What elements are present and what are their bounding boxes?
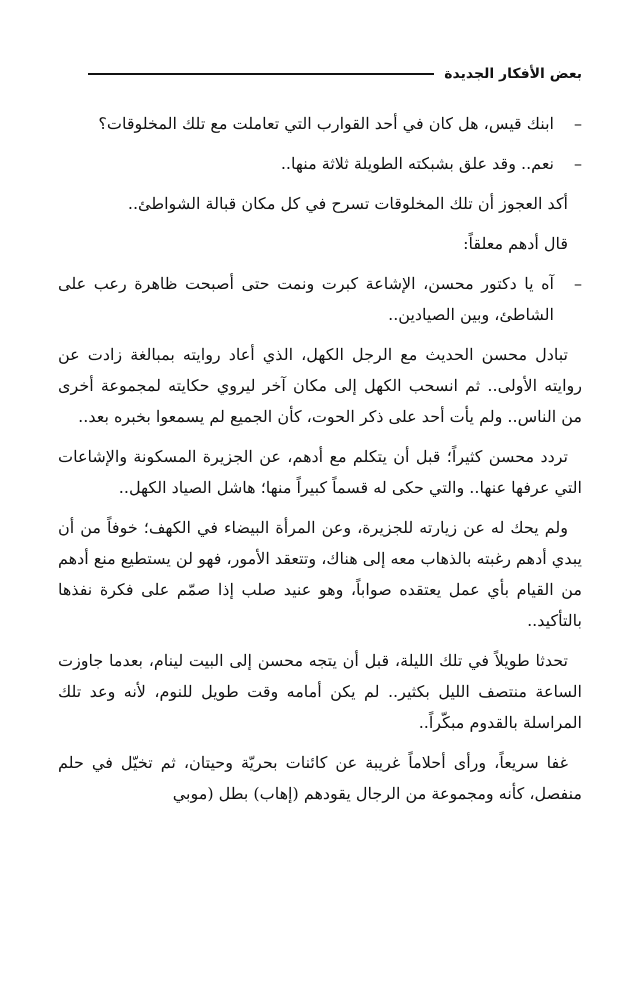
dialogue-line [58,148,582,179]
running-header [88,62,582,86]
paragraph: تبادل محسن الحديث مع الرجل الكهل، الذي أعاد روايته بمبالغة زادت عن روايته الأولى.. ثم انسحب الكهل إلى مكان آخر ليروي حكايته لمجموعة أخرى من الناس.. ولم يأت أحد على ذكر الحوت، كأن الجميع لم يسمعوا بخبره بعد.. [58,345,582,426]
dialogue-text: آه يا دكتور محسن، الإشاعة كبرت ونمت حتى أصبحت ظاهرة رعب على الشاطئ، وبين الصيادين.. [58,274,554,324]
dialogue-dash: – [574,154,582,173]
page-body [58,108,582,818]
dialogue-text: نعم.. وقد علق بشبكته الطويلة ثلاثة منها.. [280,154,554,173]
dialogue-dash: – [574,114,582,133]
paragraph: أكد العجوز أن تلك المخلوقات تسرح في كل مكان قبالة الشواطئ.. [127,194,568,213]
dialogue-dash: – [574,274,582,293]
running-header-title: بعض الأفكار الجديدة [444,66,582,82]
paragraph: ولم يحك له عن زيارته للجزيرة، وعن المرأة البيضاء في الكهف؛ خوفاً من أن يبدي أدهم رغبته بالذهاب معه إلى هناك، وتتعقد الأمور، فهو لن يستطيع منع أدهم من القيام بأي عمل يعتقده صواباً، وهو عنيد صلب إذا صمّم على فكرة نفذها بالتأكيد.. [58,518,582,630]
paragraph: غفا سريعاً، ورأى أحلاماً غريبة عن كائنات بحريّة وحيتان، ثم تخيّل في حلم منفصل، كأنه ومجموعة من الرجال يقودهم (إهاب) بطل (موبي [58,753,582,803]
dialogue-line [58,108,582,139]
paragraph: تحدثا طويلاً في تلك الليلة، قبل أن يتجه محسن إلى البيت لينام، بعدما جاوزت الساعة منتصف الليل بكثير.. لم يكن أمامه وقت طويل للنوم، لأنه وعد تلك المراسلة بالقدوم مبكّراً.. [58,651,582,732]
header-rule [88,73,434,75]
paragraph: قال أدهم معلقاً: [463,234,568,253]
dialogue-line [58,268,582,330]
paragraph: تردد محسن كثيراً؛ قبل أن يتكلم مع أدهم، عن الجزيرة المسكونة والإشاعات التي عرفها عنها.. والتي حكى له قسماً كبيراً منها؛ هاشل الصياد الكهل.. [58,447,582,497]
dialogue-text: ابنك قيس، هل كان في أحد القوارب التي تعاملت مع تلك المخلوقات؟ [98,114,554,133]
